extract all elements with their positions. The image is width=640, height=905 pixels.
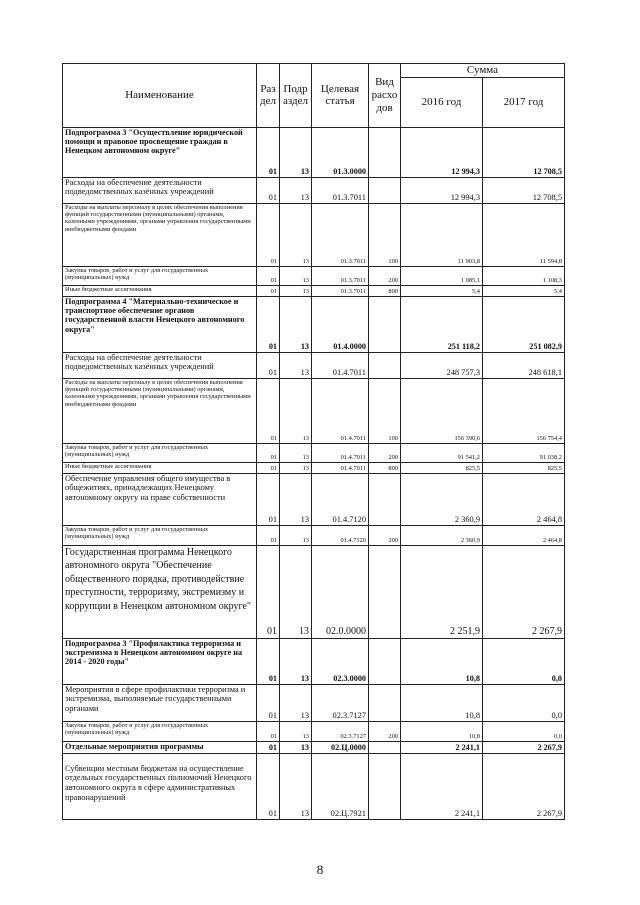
row-razdel: 01: [257, 462, 280, 473]
row-vid: 800: [369, 462, 401, 473]
row-2017: 0,0: [483, 638, 565, 684]
row-vid: 100: [369, 203, 401, 266]
row-vid: 800: [369, 285, 401, 296]
row-2017: 5,4: [483, 285, 565, 296]
row-name: Расходы на выплаты персоналу в целях обеспечения выполнения функций государственными (муниципальными) органами, казенными учреждениями, органами управления государственными внебюджетными фондами: [63, 203, 257, 266]
row-name: Расходы на обеспечение деятельности подведомственных казённых учреждений: [63, 177, 257, 203]
row-statya: 02.3.7127: [312, 721, 369, 741]
row-2016: 5,4: [401, 285, 483, 296]
row-vid: [369, 352, 401, 378]
row-2016: 251 118,2: [401, 296, 483, 352]
row-statya: 01.4.0000: [312, 296, 369, 352]
row-name: Отдельные мероприятия программы: [63, 741, 257, 753]
row-statya: 01.4.7120: [312, 525, 369, 545]
row-vid: [369, 473, 401, 525]
row-statya: 01.4.7011: [312, 443, 369, 462]
row-razdel: 01: [257, 525, 280, 545]
row-podrazdel: 13: [280, 462, 312, 473]
row-2016: 91 541,2: [401, 443, 483, 462]
row-razdel: 01: [257, 753, 280, 819]
table-row: [63, 462, 565, 473]
row-vid: [369, 127, 401, 177]
row-2016: 10,8: [401, 638, 483, 684]
header-target: Целевая статья: [312, 64, 369, 128]
row-2016: 2 241,1: [401, 753, 483, 819]
table-row: [63, 753, 565, 819]
row-name: Закупка товаров, работ и услуг для государственных (муниципальных) нужд: [63, 721, 257, 741]
row-statya: 01.4.7011: [312, 352, 369, 378]
row-name: Мероприятия в сфере профилактики терроризма и экстремизма, выполняемые государственными органами: [63, 684, 257, 721]
row-razdel: 01: [257, 721, 280, 741]
row-2016: 2 241,1: [401, 741, 483, 753]
row-podrazdel: 13: [280, 285, 312, 296]
row-podrazdel: 13: [280, 545, 312, 638]
row-razdel: 01: [257, 177, 280, 203]
row-statya: 01.3.7011: [312, 285, 369, 296]
row-vid: [369, 177, 401, 203]
table-row: [63, 296, 565, 352]
row-statya: 02.Ц.0000: [312, 741, 369, 753]
table-row: [63, 443, 565, 462]
page-number: 8: [316, 862, 324, 877]
table-row: [63, 721, 565, 741]
row-statya: 02.Ц.7921: [312, 753, 369, 819]
table-row: [63, 177, 565, 203]
row-vid: 100: [369, 378, 401, 443]
row-podrazdel: 13: [280, 753, 312, 819]
row-podrazdel: 13: [280, 177, 312, 203]
row-2016: 12 994,3: [401, 127, 483, 177]
row-podrazdel: 13: [280, 638, 312, 684]
row-2016: 248 757,3: [401, 352, 483, 378]
table-row: [63, 741, 565, 753]
row-vid: [369, 638, 401, 684]
row-podrazdel: 13: [280, 525, 312, 545]
row-2017: 1 108,3: [483, 266, 565, 285]
row-2017: 156 754,4: [483, 378, 565, 443]
table-row: [63, 127, 565, 177]
row-razdel: 01: [257, 266, 280, 285]
table-row: [63, 545, 565, 638]
table-row: [63, 638, 565, 684]
row-statya: 01.4.7011: [312, 462, 369, 473]
row-razdel: 01: [257, 296, 280, 352]
row-statya: 01.4.7011: [312, 378, 369, 443]
row-razdel: 01: [257, 684, 280, 721]
row-name: Закупка товаров, работ и услуг для государственных (муниципальных) нужд: [63, 266, 257, 285]
row-2017: 251 082,9: [483, 296, 565, 352]
row-statya: 01.3.7011: [312, 203, 369, 266]
row-podrazdel: 13: [280, 352, 312, 378]
row-podrazdel: 13: [280, 203, 312, 266]
header-2016: 2016 год: [401, 77, 483, 127]
row-name: Иные бюджетные ассигнования: [63, 285, 257, 296]
table-row: [63, 684, 565, 721]
row-razdel: 01: [257, 741, 280, 753]
row-vid: [369, 545, 401, 638]
row-2017: 2 267,9: [483, 753, 565, 819]
row-vid: 200: [369, 525, 401, 545]
row-podrazdel: 13: [280, 443, 312, 462]
row-razdel: 01: [257, 378, 280, 443]
row-podrazdel: 13: [280, 127, 312, 177]
row-razdel: 01: [257, 545, 280, 638]
row-podrazdel: 13: [280, 266, 312, 285]
row-name: Расходы на обеспечение деятельности подведомственных казённых учреждений: [63, 352, 257, 378]
row-razdel: 01: [257, 638, 280, 684]
row-vid: [369, 741, 401, 753]
row-name: Закупка товаров, работ и услуг для государственных (муниципальных) нужд: [63, 525, 257, 545]
row-podrazdel: 13: [280, 473, 312, 525]
row-2017: 2 267,9: [483, 741, 565, 753]
row-statya: 01.3.0000: [312, 127, 369, 177]
row-2016: 10,8: [401, 684, 483, 721]
row-2017: 91 038,2: [483, 443, 565, 462]
row-statya: 01.3.7011: [312, 266, 369, 285]
row-podrazdel: 13: [280, 721, 312, 741]
row-2016: 12 994,3: [401, 177, 483, 203]
row-name: Государственная программа Ненецкого автономного округа "Обеспечение общественного порядка, противодействие преступности, терроризму, экстремизму и коррупции в Ненецком автономном округе": [63, 545, 257, 638]
row-2017: 11 594,8: [483, 203, 565, 266]
row-2016: 11 903,8: [401, 203, 483, 266]
row-statya: 01.4.7120: [312, 473, 369, 525]
row-2017: 2 267,9: [483, 545, 565, 638]
row-vid: [369, 684, 401, 721]
row-razdel: 01: [257, 203, 280, 266]
header-section: Раз дел: [257, 64, 280, 128]
row-2016: 10,8: [401, 721, 483, 741]
table-row: [63, 473, 565, 525]
row-2016: 156 390,6: [401, 378, 483, 443]
row-podrazdel: 13: [280, 378, 312, 443]
row-2017: 248 618,1: [483, 352, 565, 378]
table-row: [63, 352, 565, 378]
row-vid: 200: [369, 721, 401, 741]
row-2017: 12 708,5: [483, 127, 565, 177]
row-2017: 0,0: [483, 721, 565, 741]
row-name: Подпрограмма 3 "Осуществление юридической помощи и правовое просвещение граждан в Ненецком автономном округе": [63, 127, 257, 177]
row-2016: 825,5: [401, 462, 483, 473]
row-name: Субвенции местным бюджетам на осуществление отдельных государственных полномочий Ненецкого автономного округа в сфере административных правонарушений: [63, 753, 257, 819]
row-razdel: 01: [257, 127, 280, 177]
row-statya: 02.3.0000: [312, 638, 369, 684]
table-row: [63, 203, 565, 266]
header-name: Наименование: [63, 64, 257, 128]
row-statya: 02.0.0000: [312, 545, 369, 638]
row-2017: 0,0: [483, 684, 565, 721]
row-statya: 02.3.7127: [312, 684, 369, 721]
budget-table: [62, 63, 565, 820]
row-vid: 200: [369, 266, 401, 285]
row-name: Иные бюджетные ассигнования: [63, 462, 257, 473]
table-row: [63, 525, 565, 545]
table-row: [63, 285, 565, 296]
row-2016: 2 360,9: [401, 473, 483, 525]
row-vid: [369, 753, 401, 819]
row-name: Подпрограмма 4 "Материально-техническое и транспортное обеспечение органов государственной власти Ненецкого автономного округа": [63, 296, 257, 352]
table-row: [63, 378, 565, 443]
row-2017: 12 708,5: [483, 177, 565, 203]
row-razdel: 01: [257, 285, 280, 296]
row-2016: 2 251,9: [401, 545, 483, 638]
row-name: Обеспечение управления общего имущества в общежитиях, принадлежащих Ненецкому автономному округу на праве собственности: [63, 473, 257, 525]
row-razdel: 01: [257, 473, 280, 525]
row-2017: 2 464,8: [483, 525, 565, 545]
row-razdel: 01: [257, 352, 280, 378]
header-subsection: Подр аздел: [280, 64, 312, 128]
header-sum: Сумма: [401, 64, 565, 78]
header-kind: Вид расхо дов: [369, 64, 401, 128]
header-2017: 2017 год: [483, 77, 565, 127]
row-vid: 200: [369, 443, 401, 462]
table-row: [63, 266, 565, 285]
row-statya: 01.3.7011: [312, 177, 369, 203]
row-2016: 1 085,1: [401, 266, 483, 285]
row-name: Расходы на выплаты персоналу в целях обеспечения выполнения функций государственными (муниципальными) органами, казенными учреждениями, органами управления государственными внебюджетными фондами: [63, 378, 257, 443]
row-2016: 2 360,9: [401, 525, 483, 545]
row-2017: 2 464,8: [483, 473, 565, 525]
row-podrazdel: 13: [280, 684, 312, 721]
row-name: Подпрограмма 3 "Профилактика терроризма и экстремизма в Ненецком автономном округе на 2014 - 2020 годы": [63, 638, 257, 684]
row-razdel: 01: [257, 443, 280, 462]
row-vid: [369, 296, 401, 352]
row-podrazdel: 13: [280, 296, 312, 352]
row-podrazdel: 13: [280, 741, 312, 753]
row-name: Закупка товаров, работ и услуг для государственных (муниципальных) нужд: [63, 443, 257, 462]
row-2017: 825,5: [483, 462, 565, 473]
